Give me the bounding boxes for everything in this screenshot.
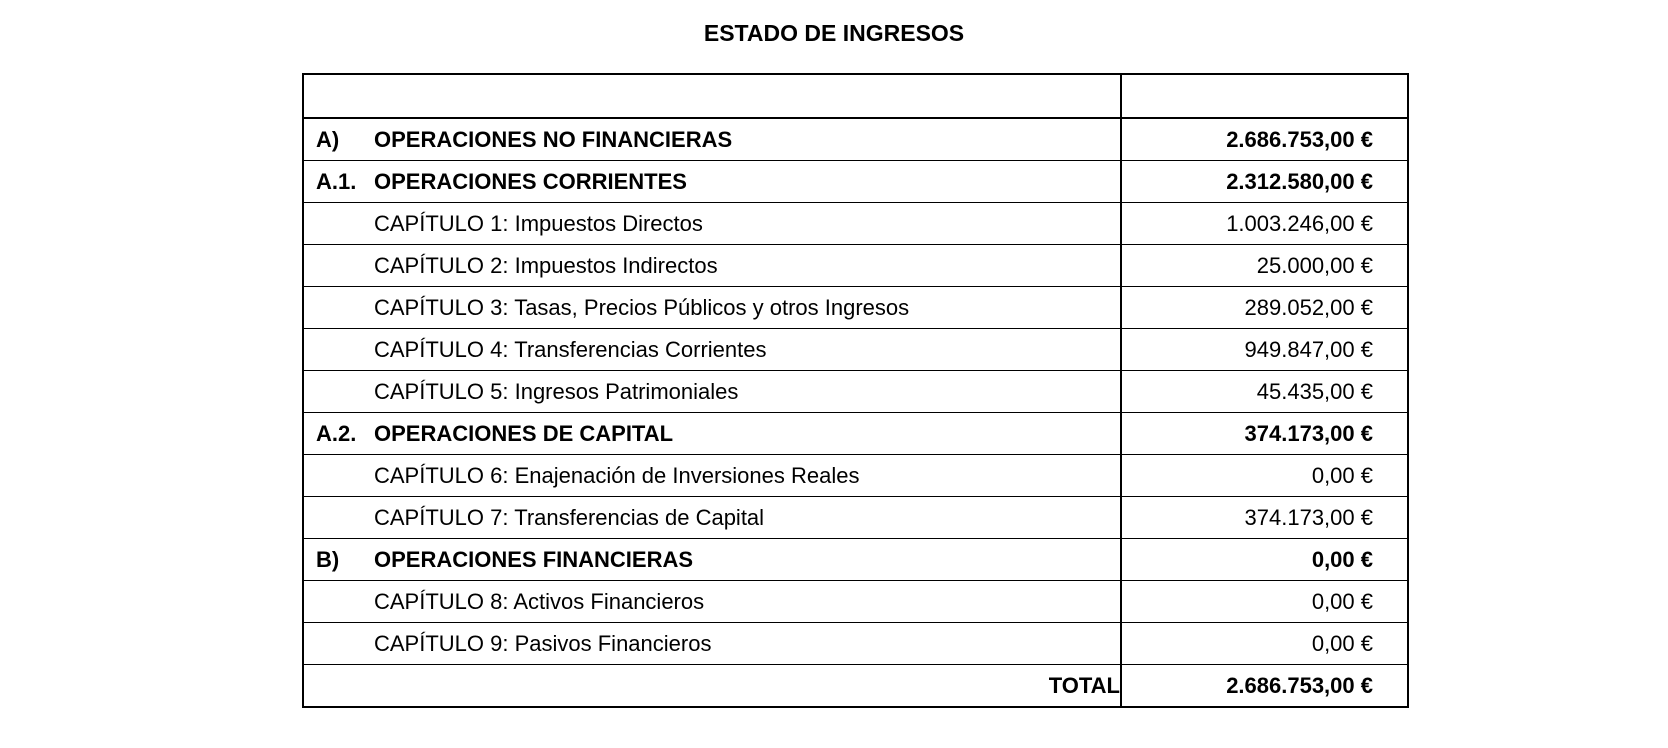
table-row (303, 161, 1408, 203)
amount-cell: 0,00 € (1121, 539, 1408, 581)
income-statement-table (302, 73, 1409, 708)
table-row (303, 539, 1408, 581)
amount-cell: 1.003.246,00 € (1121, 203, 1408, 245)
row-concept: CAPÍTULO 7: Transferencias de Capital (374, 504, 765, 530)
table-row (303, 329, 1408, 371)
concept-cell (303, 371, 1121, 413)
concept-wrap (304, 505, 1120, 531)
amount-cell: 45.435,00 € (1121, 371, 1408, 413)
row-concept: CAPÍTULO 9: Pasivos Financieros (374, 630, 712, 656)
row-code: A.2. (316, 420, 357, 446)
concept-wrap (304, 631, 1120, 657)
row-concept: OPERACIONES FINANCIERAS (374, 546, 694, 572)
concept-cell (303, 539, 1121, 581)
row-code: A) (316, 126, 340, 152)
table-row (303, 413, 1408, 455)
concept-cell (303, 118, 1121, 161)
table-row (303, 371, 1408, 413)
total-amount: 2.686.753,00 € (1121, 665, 1408, 708)
concept-wrap (304, 379, 1120, 405)
concept-wrap (304, 253, 1120, 279)
concept-cell (303, 245, 1121, 287)
row-concept: CAPÍTULO 8: Activos Financieros (374, 588, 705, 614)
table-row (303, 497, 1408, 539)
table-row (303, 118, 1408, 161)
table-row (303, 287, 1408, 329)
table-row (303, 203, 1408, 245)
concept-cell (303, 413, 1121, 455)
concept-wrap (304, 547, 1120, 573)
concept-wrap (304, 589, 1120, 615)
amount-cell: 374.173,00 € (1121, 497, 1408, 539)
table-row (303, 581, 1408, 623)
concept-wrap (304, 421, 1120, 447)
row-concept: CAPÍTULO 2: Impuestos Indirectos (374, 252, 718, 278)
concept-wrap (304, 337, 1120, 363)
amount-cell: 0,00 € (1121, 623, 1408, 665)
row-concept: CAPÍTULO 5: Ingresos Patrimoniales (374, 378, 739, 404)
concept-wrap (304, 295, 1120, 321)
concept-cell (303, 329, 1121, 371)
amount-cell: 2.686.753,00 € (1121, 118, 1408, 161)
total-row (303, 665, 1408, 708)
row-concept: CAPÍTULO 4: Transferencias Corrientes (374, 336, 767, 362)
concept-wrap (304, 211, 1120, 237)
concept-cell (303, 455, 1121, 497)
row-concept: CAPÍTULO 3: Tasas, Precios Públicos y otros Ingresos (374, 294, 910, 320)
concept-cell (303, 161, 1121, 203)
amount-cell: 949.847,00 € (1121, 329, 1408, 371)
row-concept: OPERACIONES NO FINANCIERAS (374, 126, 733, 152)
concept-wrap (304, 169, 1120, 195)
table-header-row (303, 74, 1408, 118)
row-code: B) (316, 546, 340, 572)
page-title: ESTADO DE INGRESOS (703, 20, 965, 46)
row-concept: OPERACIONES CORRIENTES (374, 168, 687, 194)
table-row (303, 245, 1408, 287)
concept-cell (303, 623, 1121, 665)
row-code: A.1. (316, 168, 357, 194)
concept-cell (303, 581, 1121, 623)
total-label: TOTAL (303, 665, 1121, 708)
row-concept: OPERACIONES DE CAPITAL (374, 420, 674, 446)
header-amount-cell (1121, 74, 1408, 118)
table-row (303, 623, 1408, 665)
amount-cell: 0,00 € (1121, 581, 1408, 623)
row-concept: CAPÍTULO 1: Impuestos Directos (374, 210, 703, 236)
concept-cell (303, 497, 1121, 539)
concept-cell (303, 287, 1121, 329)
amount-cell: 289.052,00 € (1121, 287, 1408, 329)
amount-cell: 25.000,00 € (1121, 245, 1408, 287)
table-row (303, 455, 1408, 497)
concept-cell (303, 203, 1121, 245)
header-concept-cell (303, 74, 1121, 118)
row-concept: CAPÍTULO 6: Enajenación de Inversiones Reales (374, 462, 860, 488)
concept-wrap (304, 127, 1120, 153)
amount-cell: 0,00 € (1121, 455, 1408, 497)
amount-cell: 2.312.580,00 € (1121, 161, 1408, 203)
concept-wrap (304, 463, 1120, 489)
amount-cell: 374.173,00 € (1121, 413, 1408, 455)
